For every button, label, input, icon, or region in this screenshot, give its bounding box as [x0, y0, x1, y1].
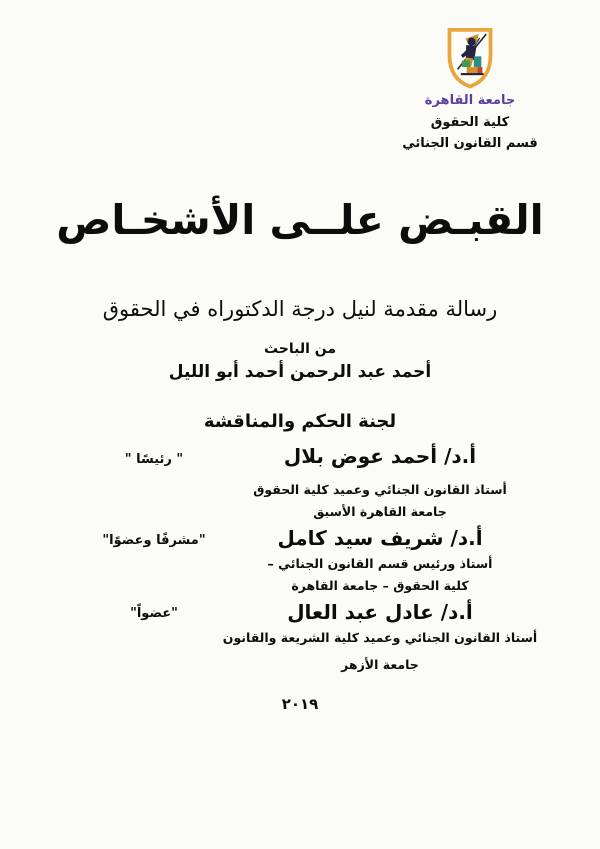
department-name: قسم القانون الجنائي	[402, 136, 538, 151]
committee-member-3-description-line-2: جامعة الأزهر	[341, 657, 419, 672]
faculty-name: كلية الحقوق	[430, 115, 510, 130]
committee-member-3-description-line-1: أستاذ القانون الجنائي وعميد كلية الشريعة والقانون	[222, 630, 538, 645]
committee-member-2-name: أ.د/ شريف سيد كامل	[277, 526, 483, 550]
thesis-statement: رسالة مقدمة لنيل درجة الدكتوراه في الحقوق	[102, 297, 498, 321]
committee-member-1-description-line-2: جامعة القاهرة الأسبق	[313, 504, 447, 519]
thesis-title: القبـض علــى الأشخـاص	[56, 196, 544, 244]
researcher-intro: من الباحث	[263, 341, 337, 357]
university-header	[385, 26, 555, 151]
university-name-calligraphy: جامعة القاهرة	[424, 93, 516, 108]
committee-member-2-description-line-1: أستاذ ورئيس قسم القانون الجنائي –	[267, 556, 493, 571]
committee-member-2-description-line-2: كلية الحقوق – جامعة القاهرة	[291, 578, 469, 593]
committee-member-3-role: "عضواً"	[130, 606, 178, 621]
committee-member-1-name: أ.د/ أحمد عوض بلال	[283, 444, 477, 468]
committee-member-1-description-line-1: أستاذ القانون الجنائي وعميد كلية الحقوق	[253, 482, 507, 497]
researcher-name: أحمد عبد الرحمن أحمد أبو الليل	[168, 362, 432, 382]
cairo-university-emblem-icon	[443, 26, 497, 92]
committee-member-3-name: أ.د/ عادل عبد العال	[287, 600, 473, 624]
publication-year: ٢٠١٩	[281, 695, 319, 713]
committee-member-2-role: "مشرفًا وعضوًا"	[102, 533, 206, 548]
committee-member-1-role: " رئيسًا "	[124, 452, 184, 467]
committee-heading: لجنة الحكم والمناقشة	[203, 411, 397, 432]
